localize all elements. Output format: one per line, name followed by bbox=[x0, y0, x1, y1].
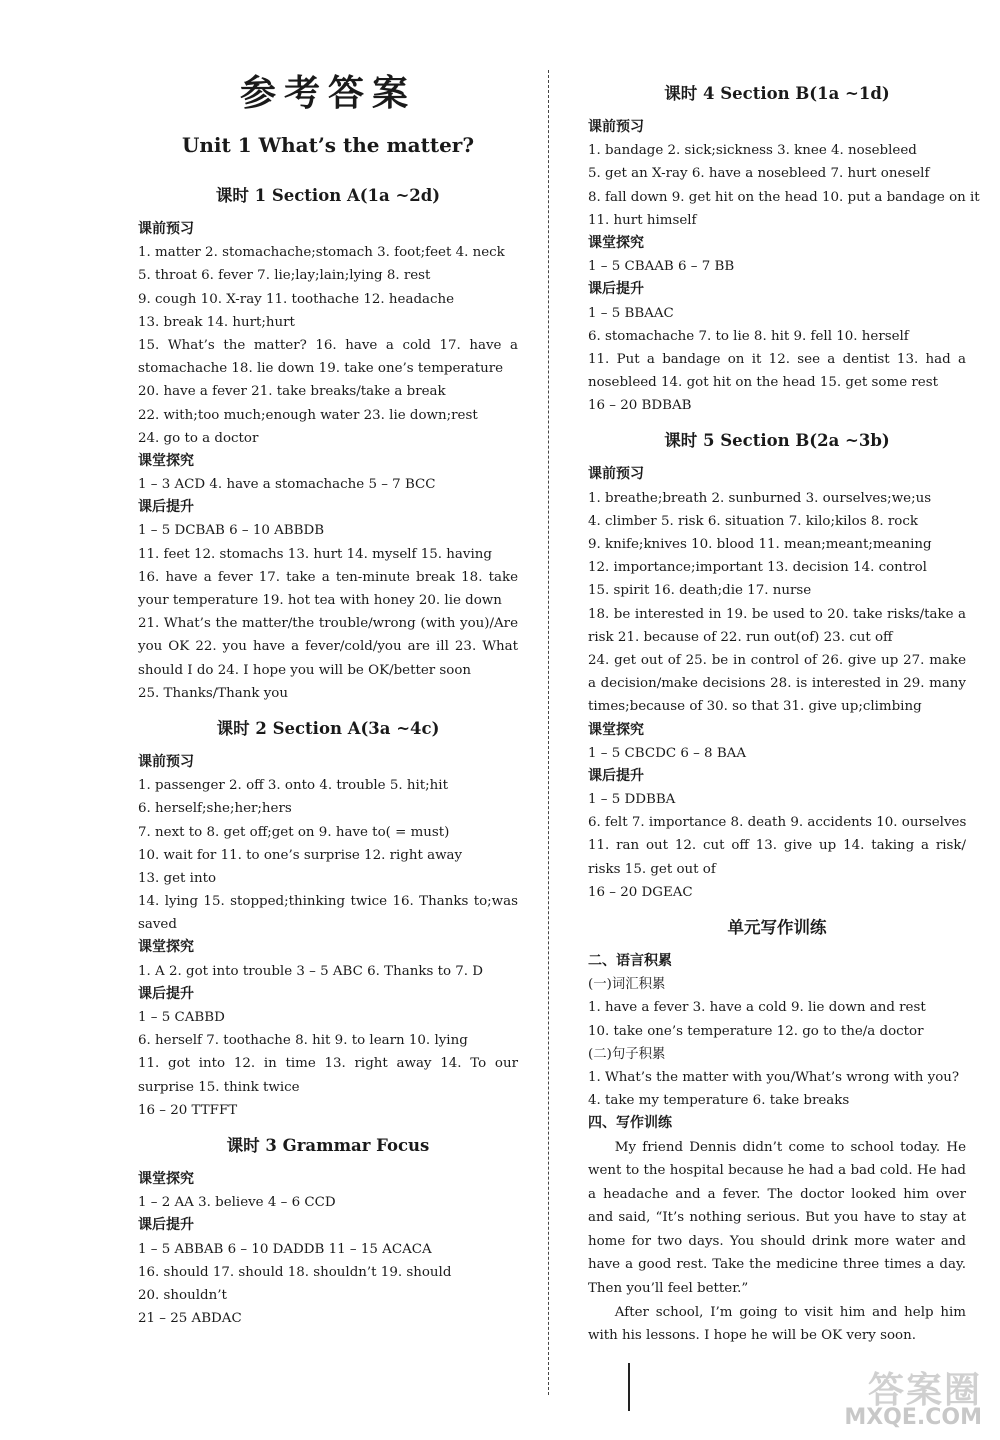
essay-paragraph: My friend Dennis didn’t come to school today. He went to the hospital because he had a bad cold. He had a headache and a fever. The doctor looked him over and said, “It’s nothing serious. But you have to stay at home for two days. You should drink more water and have a good rest. Take the medicine three times a day. Then you’ll feel better.” bbox=[588, 1139, 966, 1297]
subsection-label: 课后提升 bbox=[588, 281, 644, 298]
section-heading: 课时 5 Section B(2a ~3b) bbox=[664, 431, 890, 451]
answer-line: should I do 24. I hope you will be OK/better soon bbox=[138, 662, 472, 678]
answer-line: 16 – 20 DGEAC bbox=[588, 884, 693, 900]
sub-label: (一)词汇积累 bbox=[588, 977, 666, 993]
section-heading: 课时 1 Section A(1a ~2d) bbox=[215, 186, 441, 205]
answer-line: 16 – 20 TTFFT bbox=[138, 1102, 238, 1118]
answer-line: 1. passenger 2. off 3. onto 4. trouble 5. hit;hit bbox=[138, 778, 448, 794]
answer-line: a decision/make decisions 28. is interested in 29. many bbox=[588, 676, 966, 692]
section-heading: 课时 3 Grammar Focus bbox=[226, 1135, 430, 1155]
answer-line: 12. importance;important 13. decision 14. control bbox=[588, 560, 927, 576]
answer-line: 20. shouldn’t bbox=[138, 1287, 227, 1303]
section-heading: 课时 4 Section B(1a ~1d) bbox=[664, 84, 890, 103]
answer-line: 1 – 5 CABBD bbox=[138, 1010, 225, 1025]
answer-line: 4. climber 5. risk 6. situation 7. kilo;kilos 8. rock bbox=[588, 513, 918, 529]
subsection-label: 课前预习 bbox=[138, 221, 194, 237]
answer-line: 14. lying 15. stopped;thinking twice 16. Thanks to;was bbox=[138, 894, 518, 910]
answer-line: 16 – 20 BDBAB bbox=[588, 398, 692, 414]
answer-line: 1 – 5 BBAAC bbox=[588, 305, 674, 321]
answer-line: 1 – 2 AA 3. believe 4 – 6 CCD bbox=[138, 1195, 336, 1211]
left-column bbox=[138, 70, 518, 1330]
answer-line: 9. knife;knives 10. blood 11. mean;meant;meaning bbox=[588, 537, 932, 552]
answer-line: 16. have a fever 17. take a ten-minute break 18. take bbox=[138, 569, 518, 585]
subsection-label: 课堂探究 bbox=[138, 939, 194, 956]
subsection-label: 课后提升 bbox=[138, 499, 194, 516]
answer-line: 1 – 3 ACD 4. have a stomachache 5 – 7 BCC bbox=[138, 477, 436, 493]
answer-line: 13. get into bbox=[138, 870, 217, 886]
sub-label: (二)句子积累 bbox=[588, 1046, 666, 1062]
essay-paragraph: After school, I’m going to visit him and help him with his lessons. I hope he will be OK very soon. bbox=[588, 1304, 966, 1344]
right-column bbox=[588, 70, 980, 1348]
answer-line: 11. ran out 12. cut off 13. give up 14. taking a risk/ bbox=[588, 838, 966, 854]
answer-line: 5. throat 6. fever 7. lie;lay;lain;lying 8. rest bbox=[138, 268, 431, 284]
answer-line: 1. What’s the matter with you/What’s wrong with you? bbox=[588, 1069, 960, 1085]
answer-line: 25. Thanks/Thank you bbox=[138, 685, 288, 701]
subsection-label: 课前预习 bbox=[138, 753, 194, 770]
answer-line: nosebleed 14. got hit on the head 15. get some rest bbox=[588, 375, 938, 391]
answer-line: stomachache 18. lie down 19. take one’s temperature bbox=[138, 361, 504, 377]
answer-line: 6. herself;she;her;hers bbox=[138, 801, 292, 817]
answer-line: times;because of 30. so that 31. give up;climbing bbox=[588, 699, 922, 715]
answer-line: you OK 22. you have a fever/cold/you are ill 23. What bbox=[138, 639, 518, 655]
subsection-label: 课堂探究 bbox=[588, 721, 644, 738]
subsection-label: 四、写作训练 bbox=[588, 1115, 672, 1132]
answer-line: 1. matter 2. stomachache;stomach 3. foot;feet 4. neck bbox=[138, 245, 505, 261]
answer-line: 1. breathe;breath 2. sunburned 3. ourselves;we;us bbox=[588, 490, 932, 506]
answer-line: 22. with;too much;enough water 23. lie down;rest bbox=[138, 407, 478, 423]
right-column-content bbox=[588, 74, 980, 1348]
answer-line: 15. spirit 16. death;die 17. nurse bbox=[588, 583, 812, 599]
answer-line: 11. feet 12. stomachs 13. hurt 14. myself 15. having bbox=[138, 546, 492, 562]
answer-line: 24. get out of 25. be in control of 26. give up 27. make bbox=[588, 652, 966, 668]
left-column-content bbox=[138, 176, 518, 1330]
answer-line: 1 – 5 CBCDC 6 – 8 BAA bbox=[588, 745, 747, 761]
section-heading: 单元写作训练 bbox=[727, 918, 827, 937]
page-title: 参考答案 bbox=[239, 72, 416, 114]
answer-line: 18. be interested in 19. be used to 20. take risks/take a bbox=[588, 606, 966, 622]
answer-line: 13. break 14. hurt;hurt bbox=[138, 314, 295, 330]
answer-line: 1. A 2. got into trouble 3 – 5 ABC 6. Thanks to 7. D bbox=[138, 963, 484, 979]
page-marker bbox=[628, 1363, 636, 1411]
column-divider bbox=[548, 70, 549, 1395]
answer-line: 21 – 25 ABDAC bbox=[138, 1311, 242, 1327]
subsection-label: 课堂探究 bbox=[138, 1170, 194, 1187]
answer-line: 6. stomachache 7. to lie 8. hit 9. fell 10. herself bbox=[588, 328, 909, 344]
answer-line: 10. wait for 11. to one’s surprise 12. right away bbox=[138, 847, 463, 863]
answer-line: risks 15. get out of bbox=[588, 861, 716, 877]
answer-line: saved bbox=[138, 917, 177, 933]
subsection-label: 课前预习 bbox=[588, 119, 644, 135]
answer-line: 11. Put a bandage on it 12. see a dentist 13. had a bbox=[588, 351, 966, 367]
answer-line: 20. have a fever 21. take breaks/take a break bbox=[138, 384, 446, 400]
subsection-label: 课堂探究 bbox=[138, 452, 194, 469]
answer-line: 1. have a fever 3. have a cold 9. lie down and rest bbox=[588, 1000, 926, 1016]
unit-title: Unit 1 What’s the matter? bbox=[181, 133, 475, 157]
answer-line: 11. got into 12. in time 13. right away 14. To our bbox=[138, 1056, 518, 1072]
answer-line: 1 – 5 CBAAB 6 – 7 BB bbox=[588, 259, 735, 275]
section-heading: 课时 2 Section A(3a ~4c) bbox=[216, 718, 440, 738]
watermark-text: 答案圈 bbox=[867, 1370, 982, 1411]
answer-line: 6. felt 7. importance 8. death 9. accidents 10. ourselves bbox=[588, 815, 967, 831]
answer-line: 4. take my temperature 6. take breaks bbox=[588, 1093, 850, 1109]
answer-line: 15. What’s the matter? 16. have a cold 17. have a bbox=[138, 337, 518, 353]
answer-line: 16. should 17. should 18. shouldn’t 19. should bbox=[138, 1264, 452, 1280]
answer-line: 8. fall down 9. get hit on the head 10. put a bandage on it bbox=[588, 189, 980, 205]
answer-line: risk 21. because of 22. run out(of) 23. cut off bbox=[588, 629, 893, 645]
answer-line: 11. hurt himself bbox=[588, 212, 697, 228]
answer-line: your temperature 19. hot tea with honey 20. lie down bbox=[138, 593, 502, 608]
subsection-label: 课堂探究 bbox=[588, 234, 644, 251]
answer-line: 1 – 5 ABBAB 6 – 10 DADDB 11 – 15 ACACA bbox=[138, 1241, 432, 1257]
answer-line: 9. cough 10. X-ray 11. toothache 12. headache bbox=[138, 291, 455, 307]
watermark-logo bbox=[808, 1360, 988, 1430]
answer-line: 24. go to a doctor bbox=[138, 430, 259, 446]
subsection-label: 课后提升 bbox=[588, 767, 644, 784]
answer-line: 6. herself 7. toothache 8. hit 9. to learn 10. lying bbox=[138, 1033, 468, 1049]
answer-line: 1. bandage 2. sick;sickness 3. knee 4. nosebleed bbox=[588, 143, 917, 159]
answer-line: 1 – 5 DDBBA bbox=[588, 792, 676, 808]
subsection-label: 课后提升 bbox=[138, 1217, 194, 1234]
watermark-url: MXQE.COM bbox=[844, 1405, 982, 1430]
answer-line: 7. next to 8. get off;get on 9. have to( = must) bbox=[138, 824, 450, 840]
answer-line: 1 – 5 DCBAB 6 – 10 ABBDB bbox=[138, 523, 325, 539]
subsection-label: 课后提升 bbox=[138, 985, 194, 1002]
answer-line: 10. take one’s temperature 12. go to the/a doctor bbox=[588, 1023, 924, 1039]
subsection-label: 二、语言积累 bbox=[588, 953, 672, 969]
answer-line: surprise 15. think twice bbox=[138, 1079, 300, 1095]
answer-line: 5. get an X-ray 6. have a nosebleed 7. hurt oneself bbox=[588, 166, 930, 182]
answer-line: 21. What’s the matter/the trouble/wrong (with you)/Are bbox=[138, 616, 518, 632]
subsection-label: 课前预习 bbox=[588, 466, 644, 483]
